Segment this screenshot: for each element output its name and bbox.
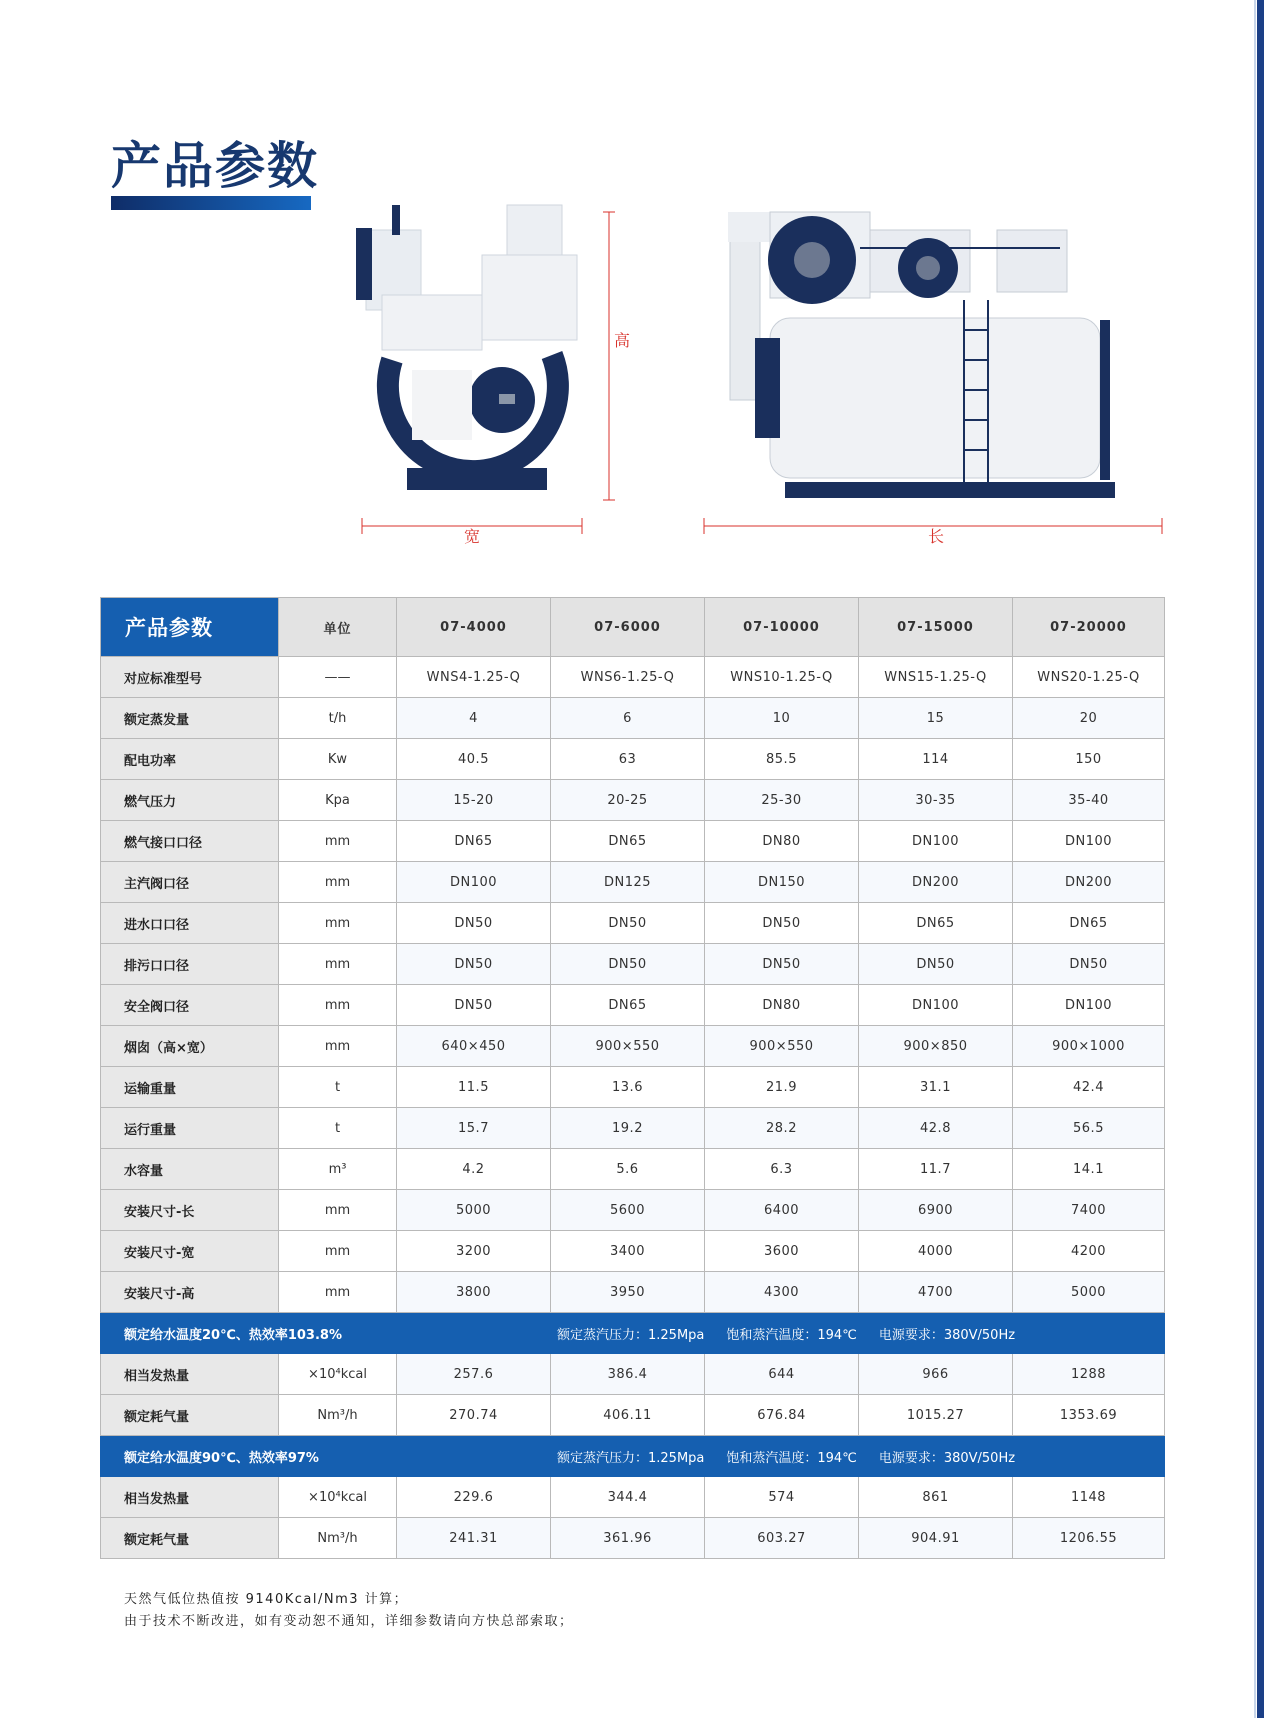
- boiler-front-drawing: [728, 212, 1115, 498]
- table-cell: DN80: [705, 821, 859, 862]
- row-label: 主汽阀口径: [101, 862, 279, 903]
- table-cell: 19.2: [551, 1108, 705, 1149]
- table-cell: 603.27: [705, 1518, 859, 1559]
- table-row: [101, 780, 1165, 821]
- row-unit: Kw: [279, 739, 397, 780]
- table-cell: 1288: [1013, 1354, 1165, 1395]
- row-label: 运输重量: [101, 1067, 279, 1108]
- table-row: [101, 657, 1165, 698]
- table-cell: WNS20-1.25-Q: [1013, 657, 1165, 698]
- table-cell: DN65: [551, 821, 705, 862]
- table-cell: 6: [551, 698, 705, 739]
- table-cell: 900×550: [551, 1026, 705, 1067]
- row-unit: mm: [279, 903, 397, 944]
- row-unit: t: [279, 1108, 397, 1149]
- row-unit: mm: [279, 862, 397, 903]
- height-dimension: [603, 212, 630, 500]
- boiler-side-drawing: [356, 205, 577, 490]
- table-cell: 85.5: [705, 739, 859, 780]
- boiler-side-view: [352, 200, 634, 545]
- table-cell: 5000: [1013, 1272, 1165, 1313]
- table-cell: 5600: [551, 1190, 705, 1231]
- page-title: 产品参数: [111, 137, 319, 195]
- row-unit: mm: [279, 985, 397, 1026]
- table-cell: 11.7: [859, 1149, 1013, 1190]
- table-cell: 270.74: [397, 1395, 551, 1436]
- row-label: 烟囱（高×宽）: [101, 1026, 279, 1067]
- table-cell: 21.9: [705, 1067, 859, 1108]
- unit-header: 单位: [279, 598, 397, 657]
- model-header: 07-6000: [551, 598, 705, 657]
- row-label: 进水口口径: [101, 903, 279, 944]
- row-label: 安装尺寸-高: [101, 1272, 279, 1313]
- table-cell: 15-20: [397, 780, 551, 821]
- table-row: [101, 1149, 1165, 1190]
- table-row: [101, 1354, 1165, 1395]
- table-row: [101, 1477, 1165, 1518]
- table-cell: DN200: [1013, 862, 1165, 903]
- table-cell: DN100: [1013, 985, 1165, 1026]
- table-cell: 11.5: [397, 1067, 551, 1108]
- table-cell: 5.6: [551, 1149, 705, 1190]
- table-cell: 15: [859, 698, 1013, 739]
- table-cell: 1015.27: [859, 1395, 1013, 1436]
- row-unit: mm: [279, 821, 397, 862]
- table-cell: 386.4: [551, 1354, 705, 1395]
- table-cell: 6400: [705, 1190, 859, 1231]
- table-cell: DN50: [551, 903, 705, 944]
- row-unit: ——: [279, 657, 397, 698]
- table-cell: DN50: [859, 944, 1013, 985]
- width-dimension: [362, 518, 582, 545]
- model-header: 07-4000: [397, 598, 551, 657]
- row-label: 配电功率: [101, 739, 279, 780]
- table-cell: DN50: [705, 944, 859, 985]
- row-label: 燃气压力: [101, 780, 279, 821]
- table-cell: 4700: [859, 1272, 1013, 1313]
- table-cell: 966: [859, 1354, 1013, 1395]
- row-unit: t: [279, 1067, 397, 1108]
- table-row: [101, 1272, 1165, 1313]
- table-cell: 861: [859, 1477, 1013, 1518]
- row-unit: mm: [279, 1026, 397, 1067]
- table-row: [101, 698, 1165, 739]
- table-cell: 900×1000: [1013, 1026, 1165, 1067]
- table-row: [101, 985, 1165, 1026]
- row-unit: mm: [279, 944, 397, 985]
- row-unit: mm: [279, 1190, 397, 1231]
- table-row: [101, 1190, 1165, 1231]
- table-cell: 5000: [397, 1190, 551, 1231]
- table-cell: 241.31: [397, 1518, 551, 1559]
- table-cell: 4.2: [397, 1149, 551, 1190]
- row-unit: mm: [279, 1231, 397, 1272]
- table-cell: DN65: [551, 985, 705, 1026]
- table-cell: 1353.69: [1013, 1395, 1165, 1436]
- footnote-line-1: 天然气低位热值按 9140Kcal/Nm3 计算；: [124, 1592, 409, 1607]
- row-unit: t/h: [279, 698, 397, 739]
- row-unit: Nm³/h: [279, 1518, 397, 1559]
- row-unit: m³: [279, 1149, 397, 1190]
- table-cell: 4: [397, 698, 551, 739]
- spec-table: [100, 597, 1165, 1559]
- table-cell: DN50: [551, 944, 705, 985]
- condition-pressure: 额定蒸汽压力：1.25Mpa: [557, 1450, 705, 1466]
- model-header: 07-20000: [1013, 598, 1165, 657]
- table-cell: DN100: [397, 862, 551, 903]
- table-cell: DN65: [1013, 903, 1165, 944]
- table-row: [101, 1067, 1165, 1108]
- condition-band: [101, 1313, 1165, 1354]
- table-cell: 150: [1013, 739, 1165, 780]
- length-dimension: [704, 518, 1162, 545]
- model-header: 07-10000: [705, 598, 859, 657]
- table-cell: DN100: [859, 821, 1013, 862]
- length-label: 长: [928, 527, 945, 545]
- table-cell: 1148: [1013, 1477, 1165, 1518]
- table-cell: WNS15-1.25-Q: [859, 657, 1013, 698]
- table-row: [101, 862, 1165, 903]
- table-row: [101, 903, 1165, 944]
- table-cell: 574: [705, 1477, 859, 1518]
- table-cell: DN125: [551, 862, 705, 903]
- table-cell: 31.1: [859, 1067, 1013, 1108]
- row-label: 水容量: [101, 1149, 279, 1190]
- table-cell: 406.11: [551, 1395, 705, 1436]
- table-cell: WNS10-1.25-Q: [705, 657, 859, 698]
- title-underline: [111, 196, 311, 210]
- table-cell: 42.4: [1013, 1067, 1165, 1108]
- table-cell: 40.5: [397, 739, 551, 780]
- table-cell: DN50: [397, 944, 551, 985]
- table-row: [101, 1395, 1165, 1436]
- table-cell: DN50: [1013, 944, 1165, 985]
- table-cell: 14.1: [1013, 1149, 1165, 1190]
- table-cell: WNS4-1.25-Q: [397, 657, 551, 698]
- condition-band-specs: [551, 1313, 1165, 1354]
- condition-temperature: 饱和蒸汽温度：194℃: [726, 1327, 857, 1343]
- table-cell: DN80: [705, 985, 859, 1026]
- table-cell: 7400: [1013, 1190, 1165, 1231]
- condition-band-title: 额定给水温度90℃、热效率97%: [101, 1436, 551, 1477]
- table-cell: 344.4: [551, 1477, 705, 1518]
- table-cell: 35-40: [1013, 780, 1165, 821]
- table-cell: DN50: [705, 903, 859, 944]
- boiler-front-view: [700, 200, 1170, 545]
- condition-pressure: 额定蒸汽压力：1.25Mpa: [557, 1327, 705, 1343]
- table-cell: 3200: [397, 1231, 551, 1272]
- table-row: [101, 1231, 1165, 1272]
- table-cell: 6900: [859, 1190, 1013, 1231]
- row-label: 对应标准型号: [101, 657, 279, 698]
- table-cell: 676.84: [705, 1395, 859, 1436]
- table-cell: 3800: [397, 1272, 551, 1313]
- table-cell: DN100: [1013, 821, 1165, 862]
- table-cell: 63: [551, 739, 705, 780]
- table-row: [101, 1026, 1165, 1067]
- table-row: [101, 1518, 1165, 1559]
- table-cell: 640×450: [397, 1026, 551, 1067]
- table-cell: 13.6: [551, 1067, 705, 1108]
- table-cell: 3400: [551, 1231, 705, 1272]
- table-cell: 56.5: [1013, 1108, 1165, 1149]
- table-cell: 257.6: [397, 1354, 551, 1395]
- right-edge-bar: [1257, 0, 1264, 1718]
- condition-band: [101, 1436, 1165, 1477]
- row-unit: ×10⁴kcal: [279, 1477, 397, 1518]
- condition-power: 电源要求：380V/50Hz: [878, 1327, 1016, 1343]
- table-cell: 4300: [705, 1272, 859, 1313]
- row-label: 安装尺寸-长: [101, 1190, 279, 1231]
- table-cell: 4200: [1013, 1231, 1165, 1272]
- table-cell: 3600: [705, 1231, 859, 1272]
- row-label: 安装尺寸-宽: [101, 1231, 279, 1272]
- table-cell: 15.7: [397, 1108, 551, 1149]
- table-cell: 904.91: [859, 1518, 1013, 1559]
- table-header-row: [101, 598, 1165, 657]
- row-unit: Kpa: [279, 780, 397, 821]
- table-cell: DN65: [397, 821, 551, 862]
- table-cell: 900×550: [705, 1026, 859, 1067]
- row-label: 安全阀口径: [101, 985, 279, 1026]
- table-cell: 361.96: [551, 1518, 705, 1559]
- table-cell: 30-35: [859, 780, 1013, 821]
- model-header: 07-15000: [859, 598, 1013, 657]
- row-label: 排污口口径: [101, 944, 279, 985]
- table-cell: WNS6-1.25-Q: [551, 657, 705, 698]
- table-corner-title: 产品参数: [101, 598, 279, 657]
- row-unit: Nm³/h: [279, 1395, 397, 1436]
- row-label: 额定耗气量: [101, 1395, 279, 1436]
- condition-temperature: 饱和蒸汽温度：194℃: [726, 1450, 857, 1466]
- footnote-line-2: 由于技术不断改进，如有变动恕不通知，详细参数请向方快总部索取；: [124, 1614, 574, 1629]
- row-label: 相当发热量: [101, 1477, 279, 1518]
- row-label: 相当发热量: [101, 1354, 279, 1395]
- table-row: [101, 739, 1165, 780]
- table-cell: DN50: [397, 903, 551, 944]
- table-cell: 1206.55: [1013, 1518, 1165, 1559]
- table-cell: 6.3: [705, 1149, 859, 1190]
- row-label: 额定耗气量: [101, 1518, 279, 1559]
- table-cell: DN50: [397, 985, 551, 1026]
- row-unit: ×10⁴kcal: [279, 1354, 397, 1395]
- table-cell: DN100: [859, 985, 1013, 1026]
- table-cell: DN65: [859, 903, 1013, 944]
- table-cell: 4000: [859, 1231, 1013, 1272]
- table-cell: DN200: [859, 862, 1013, 903]
- table-cell: 10: [705, 698, 859, 739]
- table-row: [101, 821, 1165, 862]
- table-cell: 25-30: [705, 780, 859, 821]
- condition-power: 电源要求：380V/50Hz: [878, 1450, 1016, 1466]
- table-cell: 42.8: [859, 1108, 1013, 1149]
- table-cell: 20-25: [551, 780, 705, 821]
- table-cell: DN150: [705, 862, 859, 903]
- table-cell: 3950: [551, 1272, 705, 1313]
- table-cell: 20: [1013, 698, 1165, 739]
- width-label: 宽: [464, 527, 481, 545]
- table-cell: 229.6: [397, 1477, 551, 1518]
- condition-band-title: 额定给水温度20℃、热效率103.8%: [101, 1313, 551, 1354]
- height-label: 高: [614, 331, 631, 350]
- row-label: 额定蒸发量: [101, 698, 279, 739]
- table-cell: 900×850: [859, 1026, 1013, 1067]
- row-unit: mm: [279, 1272, 397, 1313]
- table-cell: 28.2: [705, 1108, 859, 1149]
- table-row: [101, 1108, 1165, 1149]
- row-label: 运行重量: [101, 1108, 279, 1149]
- table-row: [101, 944, 1165, 985]
- condition-band-specs: [551, 1436, 1165, 1477]
- table-cell: 114: [859, 739, 1013, 780]
- row-label: 燃气接口口径: [101, 821, 279, 862]
- table-cell: 644: [705, 1354, 859, 1395]
